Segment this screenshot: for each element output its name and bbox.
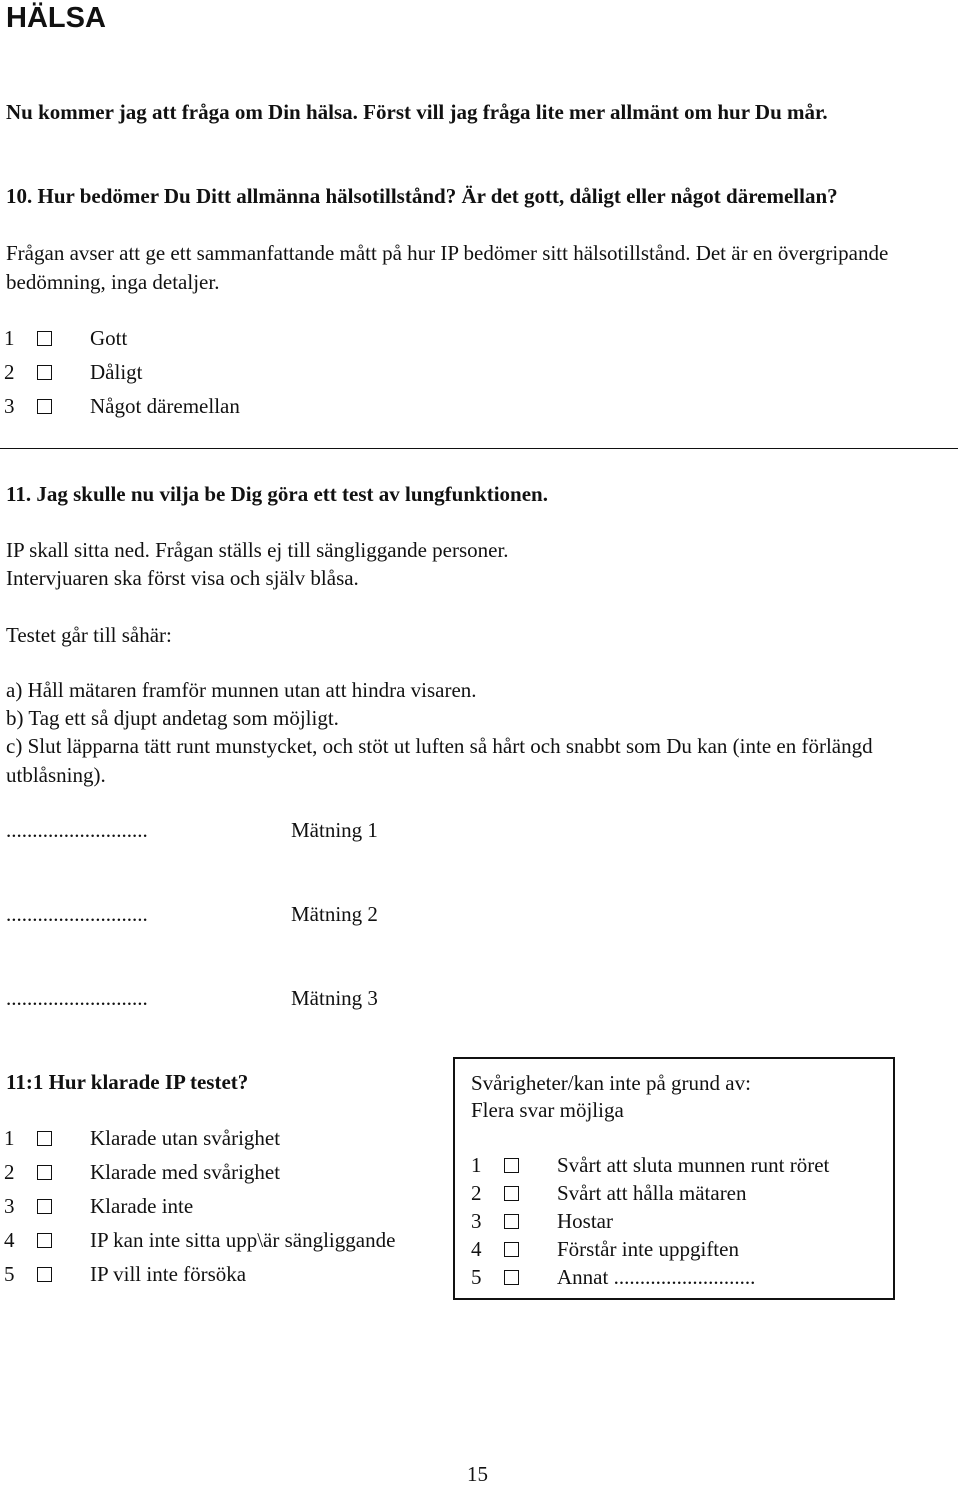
option-label: Klarade utan svårighet xyxy=(90,1126,281,1150)
option-label: Hostar xyxy=(557,1209,613,1233)
measurement-1-label: Mätning 1 xyxy=(291,818,378,842)
q11-instruction-2: Intervjuaren ska först visa och själv blåsa. xyxy=(6,566,359,590)
option-label: Något däremellan xyxy=(90,394,240,418)
q11-question: 11. Jag skulle nu vilja be Dig göra ett test av lungfunktionen. xyxy=(6,482,548,506)
measurement-1-blank[interactable]: ........................... xyxy=(6,818,148,842)
option-label: Dåligt xyxy=(90,360,143,384)
q11-step-c: c) Slut läpparna tätt runt munstycket, och stöt ut luften så hårt och snabbt som Du kan (inte en förlängd utblåsning). xyxy=(6,734,873,787)
option-label: Förstår inte uppgiften xyxy=(557,1237,739,1261)
difficulty-option-2[interactable] xyxy=(455,1179,893,1207)
option-number: 2 xyxy=(4,360,15,384)
checkbox-icon[interactable] xyxy=(37,1199,52,1214)
option-number: 5 xyxy=(4,1262,15,1286)
checkbox-icon[interactable] xyxy=(37,1165,52,1180)
difficulty-option-4[interactable] xyxy=(455,1235,893,1263)
option-number: 4 xyxy=(4,1228,15,1252)
option-number: 3 xyxy=(4,394,15,418)
q11-howto: Testet går till såhär: xyxy=(6,623,172,647)
option-number: 1 xyxy=(4,1126,15,1150)
option-label: IP kan inte sitta upp\är sängliggande xyxy=(90,1228,396,1252)
option-number: 1 xyxy=(4,326,15,350)
difficulties-box xyxy=(453,1057,895,1300)
q10-option-2[interactable] xyxy=(0,358,400,387)
section-divider xyxy=(0,448,958,449)
checkbox-icon[interactable] xyxy=(504,1214,519,1229)
intro-text: Nu kommer jag att fråga om Din hälsa. Först vill jag fråga lite mer allmänt om hur Du mår. xyxy=(6,100,828,124)
option-label: IP vill inte försöka xyxy=(90,1262,247,1286)
measurement-2-label: Mätning 2 xyxy=(291,902,378,926)
q10-instruction: Frågan avser att ge ett sammanfattande mått på hur IP bedömer sitt hälsotillstånd. Det är en övergripande bedömning, inga detaljer. xyxy=(6,241,889,294)
measurement-3-blank[interactable]: ........................... xyxy=(6,986,148,1010)
option-label: Gott xyxy=(90,326,128,350)
difficulty-option-3[interactable] xyxy=(455,1207,893,1235)
checkbox-icon[interactable] xyxy=(504,1158,519,1173)
q11-1-option-2[interactable] xyxy=(0,1158,450,1187)
option-label: Svårt att hålla mätaren xyxy=(557,1181,747,1205)
q11-instruction-1: IP skall sitta ned. Frågan ställs ej till sängliggande personer. xyxy=(6,538,509,562)
checkbox-icon[interactable] xyxy=(37,1233,52,1248)
q11-1-option-5[interactable] xyxy=(0,1260,450,1289)
option-number: 2 xyxy=(471,1181,482,1205)
option-label: Svårt att sluta munnen runt röret xyxy=(557,1153,830,1177)
option-number: 5 xyxy=(471,1265,482,1289)
checkbox-icon[interactable] xyxy=(504,1270,519,1285)
q11-step-b: b) Tag ett så djupt andetag som möjligt. xyxy=(6,706,339,730)
option-number: 3 xyxy=(4,1194,15,1218)
q10-option-3[interactable] xyxy=(0,392,400,421)
option-label: Klarade inte xyxy=(90,1194,194,1218)
difficulty-option-1[interactable] xyxy=(455,1151,893,1179)
q11-1-option-1[interactable] xyxy=(0,1124,450,1153)
q11-step-a: a) Håll mätaren framför munnen utan att hindra visaren. xyxy=(6,678,477,702)
page-number: 15 xyxy=(467,1462,488,1486)
q10-question: 10. Hur bedömer Du Ditt allmänna hälsotillstånd? Är det gott, dåligt eller något däremellan? xyxy=(6,184,838,208)
checkbox-icon[interactable] xyxy=(504,1242,519,1257)
difficulties-subtitle: Flera svar möjliga xyxy=(471,1098,624,1122)
option-number: 1 xyxy=(471,1153,482,1177)
checkbox-icon[interactable] xyxy=(504,1186,519,1201)
checkbox-icon[interactable] xyxy=(37,331,52,346)
checkbox-icon[interactable] xyxy=(37,1131,52,1146)
q11-1-option-3[interactable] xyxy=(0,1192,450,1221)
checkbox-icon[interactable] xyxy=(37,1267,52,1282)
measurement-2-blank[interactable]: ........................... xyxy=(6,902,148,926)
q11-1-question: 11:1 Hur klarade IP testet? xyxy=(6,1070,249,1094)
page-heading: HÄLSA xyxy=(6,2,106,34)
difficulties-title: Svårigheter/kan inte på grund av: xyxy=(471,1071,751,1095)
option-label: Klarade med svårighet xyxy=(90,1160,281,1184)
q10-option-1[interactable] xyxy=(0,324,400,353)
option-label: Annat ........................... xyxy=(557,1265,756,1289)
option-number: 2 xyxy=(4,1160,15,1184)
checkbox-icon[interactable] xyxy=(37,399,52,414)
difficulty-option-5[interactable] xyxy=(455,1263,893,1291)
q11-1-option-4[interactable] xyxy=(0,1226,450,1255)
checkbox-icon[interactable] xyxy=(37,365,52,380)
option-number: 4 xyxy=(471,1237,482,1261)
option-number: 3 xyxy=(471,1209,482,1233)
measurement-3-label: Mätning 3 xyxy=(291,986,378,1010)
